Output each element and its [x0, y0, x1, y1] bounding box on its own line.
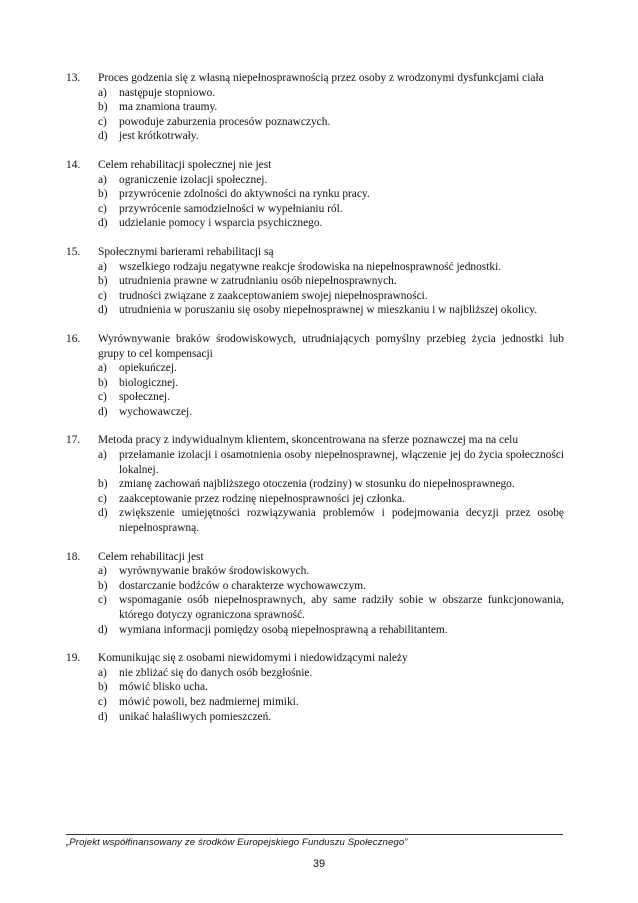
answer-letter: a): [98, 666, 107, 679]
footer-divider: [66, 834, 563, 835]
answer-option: [98, 448, 564, 477]
answer-option: [98, 680, 564, 695]
answer-option: [98, 303, 564, 318]
answer-option: [98, 390, 564, 405]
answer-letter: d): [98, 623, 108, 636]
answer-letter: c): [98, 202, 107, 215]
question-text: Społecznymi barierami rehabilitacji są: [98, 245, 274, 258]
answer-letter: c): [98, 289, 107, 302]
answer-option: [98, 564, 564, 579]
answer-option: [98, 361, 564, 376]
answer-list: [98, 448, 564, 536]
answer-text: dostarczanie bodźców o charakterze wychowawczym.: [119, 579, 366, 592]
question-number: 19.: [66, 652, 81, 665]
question-item: [66, 550, 564, 638]
answer-text: powoduje zaburzenia procesów poznawczych.: [119, 115, 331, 128]
answer-letter: d): [98, 130, 108, 143]
answer-option: [98, 492, 564, 507]
answer-text: utrudnienia prawne w zatrudnianiu osób niepełnosprawnych.: [119, 275, 397, 288]
answer-text: unikać hałaśliwych pomieszczeń.: [119, 710, 272, 723]
answer-letter: c): [98, 492, 107, 505]
answer-list: [98, 361, 564, 419]
question-item: [66, 433, 564, 535]
question-item: [66, 71, 564, 144]
answer-letter: b): [98, 188, 108, 201]
answer-text: jest krótkotrwały.: [119, 130, 199, 143]
answer-letter: b): [98, 376, 108, 389]
answer-text: społecznej.: [119, 391, 170, 404]
answer-list: [98, 86, 564, 144]
answer-list: [98, 666, 564, 724]
question-stem: [66, 550, 564, 565]
question-number: 18.: [66, 550, 81, 563]
answer-letter: a): [98, 173, 107, 186]
question-text: Celem rehabilitacji jest: [98, 550, 204, 563]
answer-letter: a): [98, 260, 107, 273]
footer-funding-note: „Projekt współfinansowany ze środków Europejskiego Funduszu Społecznego”: [66, 837, 408, 848]
answer-list: [98, 260, 564, 318]
answer-text: zmianę zachowań najbliższego otoczenia (rodziny) w stosunku do niepełnosprawnego.: [119, 478, 515, 491]
answer-text: mówić blisko ucha.: [119, 681, 208, 694]
answer-letter: d): [98, 217, 108, 230]
question-item: [66, 158, 564, 231]
question-item: [66, 245, 564, 318]
answer-option: [98, 593, 564, 622]
answer-text: wychowawczej.: [119, 405, 193, 418]
answer-letter: a): [98, 565, 107, 578]
answer-text: zwiększenie umiejętności rozwiązywania problemów i podejmowania decyzji przez osobę niepełnosprawną.: [119, 507, 564, 535]
answer-option: [98, 86, 564, 101]
answer-option: [98, 666, 564, 681]
answer-text: ograniczenie izolacji społecznej.: [119, 173, 268, 186]
question-stem: [66, 651, 564, 666]
answer-option: [98, 623, 564, 638]
answer-text: następuje stopniowo.: [119, 86, 216, 99]
answer-letter: c): [98, 391, 107, 404]
question-text: Metoda pracy z indywidualnym klientem, skoncentrowana na sferze poznawczej ma na celu: [98, 434, 519, 447]
answer-letter: a): [98, 86, 107, 99]
answer-option: [98, 506, 564, 535]
answer-text: udzielanie pomocy i wsparcia psychicznego.: [119, 217, 323, 230]
answer-letter: b): [98, 275, 108, 288]
answer-option: [98, 376, 564, 391]
question-text: Celem rehabilitacji społecznej nie jest: [98, 158, 272, 171]
answer-list: [98, 564, 564, 637]
question-number: 16.: [66, 332, 81, 345]
answer-option: [98, 173, 564, 188]
answer-option: [98, 100, 564, 115]
answer-text: wszelkiego rodzaju negatywne reakcje środowiska na niepełnosprawność jednostki.: [119, 260, 502, 273]
answer-letter: d): [98, 405, 108, 418]
answer-text: biologicznej.: [119, 376, 179, 389]
answer-text: nie zbliżać się do danych osób bezgłośnie.: [119, 666, 313, 679]
question-number: 13.: [66, 72, 81, 84]
answer-option: [98, 260, 564, 275]
answer-option: [98, 477, 564, 492]
question-stem: [66, 71, 564, 86]
question-item: [66, 651, 564, 724]
answer-letter: d): [98, 304, 108, 317]
answer-option: [98, 274, 564, 289]
answer-option: [98, 710, 564, 725]
question-text: Wyrównywanie braków środowiskowych, utrudniających pomyślny przebieg życia jednostki lub grupy to cel kompensacji: [98, 332, 564, 360]
answer-option: [98, 289, 564, 304]
answer-text: trudności związane z zaakceptowaniem swojej niepełnosprawności.: [119, 289, 428, 302]
answer-option: [98, 405, 564, 420]
answer-letter: b): [98, 101, 108, 114]
answer-text: utrudnienia w poruszaniu się osoby niepełnosprawnej w mieszkaniu i w najbliższej okolicy.: [119, 304, 538, 317]
question-stem: [66, 433, 564, 448]
answer-letter: c): [98, 594, 107, 607]
answer-text: wymiana informacji pomiędzy osobą niepełnosprawną a rehabilitantem.: [119, 623, 448, 636]
question-stem: [66, 245, 564, 260]
question-number: 17.: [66, 434, 81, 447]
answer-text: mówić powoli, bez nadmiernej mimiki.: [119, 695, 299, 708]
answer-option: [98, 216, 564, 231]
answer-list: [98, 173, 564, 231]
question-text: Komunikując się z osobami niewidomymi i niedowidzącymi należy: [98, 652, 408, 665]
answer-text: zaakceptowanie przez rodzinę niepełnosprawności jej członka.: [119, 492, 405, 505]
question-item: [66, 332, 564, 420]
answer-letter: b): [98, 579, 108, 592]
answer-letter: d): [98, 710, 108, 723]
answer-option: [98, 579, 564, 594]
answer-letter: a): [98, 362, 107, 375]
answer-text: ma znamiona traumy.: [119, 101, 218, 114]
answer-text: wspomaganie osób niepełnosprawnych, aby same radziły sobie w obszarze funkcjonowania, którego dotyczy ograniczona sprawność.: [119, 594, 564, 621]
answer-letter: b): [98, 681, 108, 694]
question-number: 14.: [66, 158, 81, 171]
page-number: 39: [312, 858, 326, 870]
answer-letter: c): [98, 115, 107, 128]
answer-option: [98, 187, 564, 202]
question-list: [66, 71, 564, 738]
answer-option: [98, 695, 564, 710]
question-number: 15.: [66, 245, 81, 258]
answer-text: przełamanie izolacji i osamotnienia osoby niepełnosprawnej, włączenie jej do życia społeczności lokalnej.: [119, 449, 564, 476]
answer-letter: a): [98, 449, 107, 462]
answer-text: przywrócenie zdolności do aktywności na rynku pracy.: [119, 188, 370, 201]
answer-letter: c): [98, 695, 107, 708]
answer-text: wyrównywanie braków środowiskowych.: [119, 565, 310, 578]
answer-option: [98, 129, 564, 144]
answer-option: [98, 202, 564, 217]
question-stem: [66, 332, 564, 361]
answer-letter: b): [98, 478, 108, 491]
answer-text: opiekuńczej.: [119, 362, 177, 375]
answer-option: [98, 115, 564, 130]
question-text: Proces godzenia się z własną niepełnosprawnością przez osoby z wrodzonymi dysfunkcjami ciała: [98, 72, 544, 84]
answer-letter: d): [98, 507, 108, 520]
answer-text: przywrócenie samodzielności w wypełnianiu ról.: [119, 202, 343, 215]
question-stem: [66, 158, 564, 173]
